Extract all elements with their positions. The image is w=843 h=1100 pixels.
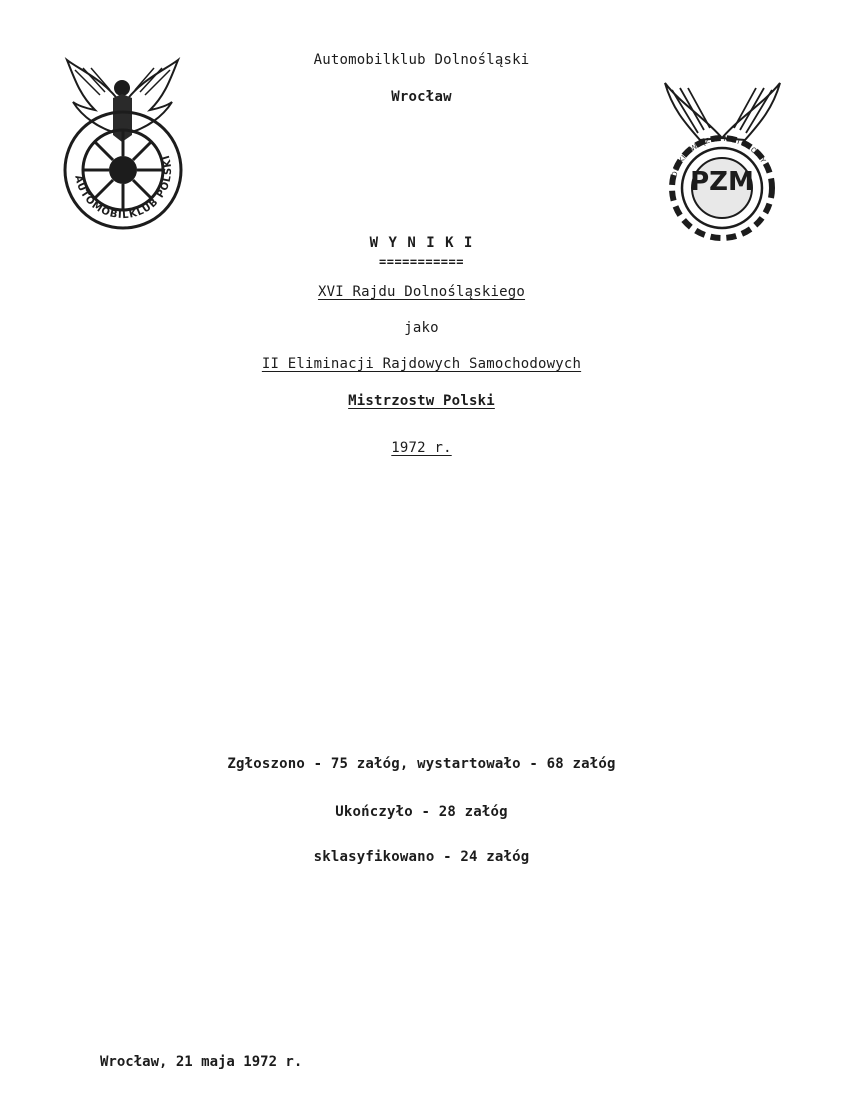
event-year: 1972 r. (391, 440, 452, 456)
heading-double-rule: =========== (379, 255, 464, 269)
rally-name: XVI Rajdu Dolnośląskiego (317, 284, 526, 300)
results-heading: W Y N I K I (369, 235, 474, 251)
finished-stat: Ukończyło - 28 załóg (335, 804, 508, 820)
club-name: Automobilklub Dolnośląski (313, 52, 530, 68)
classified-stat: sklasyfikowano - 24 załóg (313, 849, 530, 865)
right-emblem-ring-text: POLSKI ZWIĄZEK MOTOROWY (669, 134, 768, 183)
elimination-name: II Eliminacji Rajdowych Samochodowych (261, 356, 582, 372)
club-city: Wrocław (391, 89, 452, 105)
place-and-date: Wrocław, 21 maja 1972 r. (100, 1054, 303, 1070)
championship-name: Mistrzostw Polski (348, 393, 495, 409)
automobilklub-polski-emblem-icon (55, 50, 190, 240)
left-emblem-ring-text: AUTOMOBILKLUB POLSKI (72, 152, 175, 222)
entries-started-stat: Zgłoszono - 75 załóg, wystartowało - 68 załóg (227, 756, 616, 772)
pzm-letters: PZM (690, 167, 754, 197)
as-connector: jako (404, 320, 439, 336)
